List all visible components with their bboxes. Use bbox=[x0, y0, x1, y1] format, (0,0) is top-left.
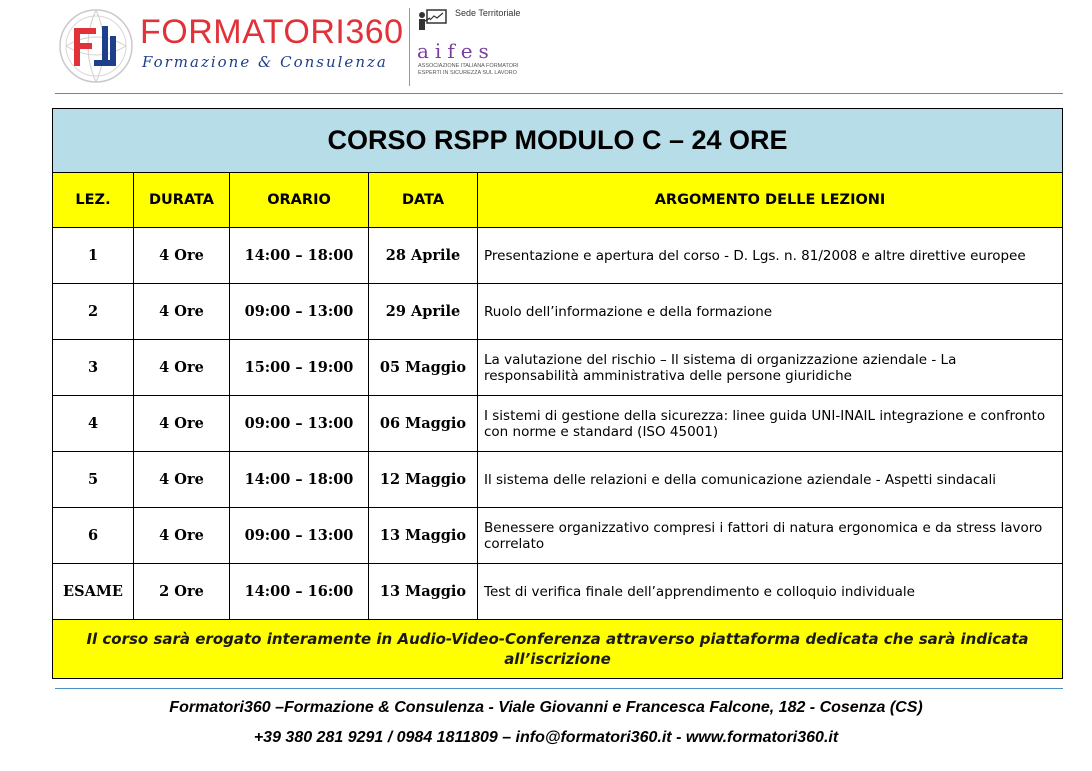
lesson-topic: I sistemi di gestione della sicurezza: linee guida UNI-INAIL integrazione e confronto con norme e standard (ISO 45001) bbox=[478, 396, 1063, 452]
column-header-orario: ORARIO bbox=[230, 173, 369, 228]
lesson-number: 3 bbox=[53, 340, 134, 396]
lesson-date: 06 Maggio bbox=[369, 396, 478, 452]
lesson-time: 09:00 – 13:00 bbox=[230, 508, 369, 564]
lesson-topic: La valutazione del rischio – Il sistema di organizzazione aziendale - La responsabilità amministrativa delle persone giuridiche bbox=[478, 340, 1063, 396]
lesson-time: 09:00 – 13:00 bbox=[230, 284, 369, 340]
course-delivery-note: Il corso sarà erogato interamente in Audio-Video-Conferenza attraverso piattaforma dedicata che sarà indicata all’iscrizione bbox=[53, 620, 1063, 679]
table-row bbox=[53, 508, 1063, 564]
lesson-topic: Presentazione e apertura del corso - D. Lgs. n. 81/2008 e altre direttive europee bbox=[478, 228, 1063, 284]
aifes-logo: aifes bbox=[417, 39, 495, 63]
header-divider bbox=[409, 8, 410, 86]
aifes-subtitle: ASSOCIAZIONE ITALIANA FORMATORI ESPERTI IN SICUREZZA SUL LAVORO bbox=[418, 63, 519, 76]
page-header bbox=[0, 0, 1092, 95]
table-row bbox=[53, 228, 1063, 284]
course-title: CORSO RSPP MODULO C – 24 ORE bbox=[53, 109, 1063, 173]
lesson-date: 13 Maggio bbox=[369, 508, 478, 564]
presentation-board-icon bbox=[417, 9, 447, 31]
table-header-row bbox=[53, 173, 1063, 228]
column-header-durata: DURATA bbox=[134, 173, 230, 228]
lesson-time: 09:00 – 13:00 bbox=[230, 396, 369, 452]
lesson-duration: 4 Ore bbox=[134, 284, 230, 340]
lesson-topic: Ruolo dell’informazione e della formazione bbox=[478, 284, 1063, 340]
column-header-data: DATA bbox=[369, 173, 478, 228]
lesson-time: 15:00 – 19:00 bbox=[230, 340, 369, 396]
lesson-duration: 4 Ore bbox=[134, 396, 230, 452]
formatori360-logo-icon bbox=[58, 8, 134, 84]
sede-territoriale-label: Sede Territoriale bbox=[455, 8, 521, 18]
lesson-date: 05 Maggio bbox=[369, 340, 478, 396]
lesson-time: 14:00 – 18:00 bbox=[230, 452, 369, 508]
lesson-date: 12 Maggio bbox=[369, 452, 478, 508]
brand-name: FORMATORI360 bbox=[140, 13, 404, 51]
table-row bbox=[53, 284, 1063, 340]
lesson-date: 28 Aprile bbox=[369, 228, 478, 284]
footer-address: Formatori360 –Formazione & Consulenza - Viale Giovanni e Francesca Falcone, 182 - Cosenza (CS) bbox=[169, 699, 923, 716]
table-row bbox=[53, 452, 1063, 508]
lesson-topic: Test di verifica finale dell’apprendimento e colloquio individuale bbox=[478, 564, 1063, 620]
lesson-number: 1 bbox=[53, 228, 134, 284]
lesson-topic: Benessere organizzativo compresi i fattori di natura ergonomica e da stress lavoro correlato bbox=[478, 508, 1063, 564]
table-row bbox=[53, 396, 1063, 452]
lesson-duration: 2 Ore bbox=[134, 564, 230, 620]
table-row bbox=[53, 340, 1063, 396]
lesson-time: 14:00 – 16:00 bbox=[230, 564, 369, 620]
lesson-date: 13 Maggio bbox=[369, 564, 478, 620]
course-schedule-table bbox=[52, 108, 1063, 679]
lesson-duration: 4 Ore bbox=[134, 340, 230, 396]
lesson-duration: 4 Ore bbox=[134, 508, 230, 564]
lesson-duration: 4 Ore bbox=[134, 452, 230, 508]
header-rule bbox=[55, 93, 1063, 94]
lesson-topic: Il sistema delle relazioni e della comunicazione aziendale - Aspetti sindacali bbox=[478, 452, 1063, 508]
lesson-number: 6 bbox=[53, 508, 134, 564]
lesson-number: 5 bbox=[53, 452, 134, 508]
footer-contacts: +39 380 281 9291 / 0984 1811809 – info@formatori360.it - www.formatori360.it bbox=[253, 729, 839, 746]
lesson-time: 14:00 – 18:00 bbox=[230, 228, 369, 284]
column-header-argomento: ARGOMENTO DELLE LEZIONI bbox=[478, 173, 1063, 228]
lesson-number: ESAME bbox=[53, 564, 134, 620]
lesson-number: 4 bbox=[53, 396, 134, 452]
footer-rule bbox=[55, 688, 1063, 689]
brand-tagline: Formazione & Consulenza bbox=[142, 53, 388, 71]
column-header-lez: LEZ. bbox=[53, 173, 134, 228]
lesson-date: 29 Aprile bbox=[369, 284, 478, 340]
table-row-exam bbox=[53, 564, 1063, 620]
lesson-duration: 4 Ore bbox=[134, 228, 230, 284]
lesson-number: 2 bbox=[53, 284, 134, 340]
